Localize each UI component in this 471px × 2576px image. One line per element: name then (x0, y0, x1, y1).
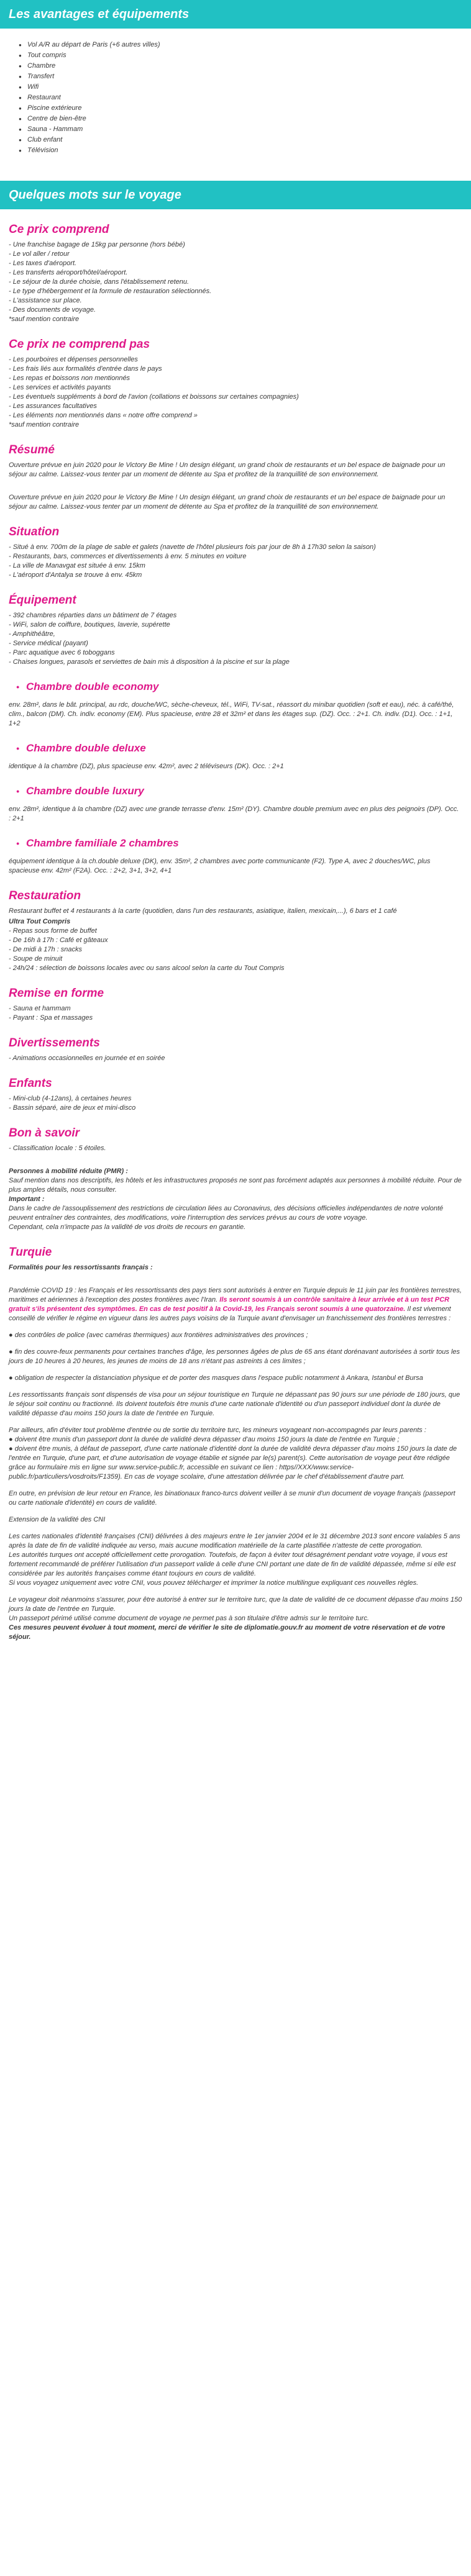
list-line: - Repas sous forme de buffet (9, 927, 97, 935)
advantage-item: ● Centre de bien-être (19, 114, 471, 124)
list-line: - Animations occasionnelles en journée et en soirée (9, 1054, 165, 1062)
cni-paragraph-1: Les cartes nationales d'identité françaises (CNI) délivrées à des majeurs entre le 1er janvier 2004 et le 31 décembre 2013 sont encore valables 5 ans après la date de fin de validité indiquée au verso, mais aucune modification matérielle de la carte plastifiée n'atteste de cette prorogation. (9, 1533, 460, 1549)
minors-bullet-2: ● doivent être munis, à défaut de passeport, d'une carte nationale d'identité dont la durée de validité devra dépasser d'au moins 150 jours la date de l'entrée en Turquie, d'une part, et d'une autorisation de voyage établie et signée par le(s) parent(s). Cette autorisation de voyage peut être rédigée grâce au formulaire mis en ligne sur www.service-public.fr, accessible en suivant ce lien : https//XXX/www.service-public.fr/particuliers/vosdroits/F1359). En cas de voyage scolaire, d'une attestation délivrée par le chef d'établissement d'autre part. (9, 1445, 457, 1481)
binational-paragraph: En outre, en prévision de leur retour en France, les binationaux franco-turcs doivent veiller à se munir d'un document de voyage français (passeport ou carte nationale d'identité) en cours de validité. (9, 1490, 455, 1507)
list-line: - Les repas et boissons non mentionnés (9, 374, 130, 382)
formalities-title: Formalités pour les ressortissants français : (9, 1264, 153, 1271)
room-luxury-heading: ● Chambre double luxury (9, 785, 462, 797)
important-title: Important : (9, 1195, 45, 1203)
children-list (9, 1094, 462, 1113)
covid-text-highlight: Ils seront soumis à un contrôle sanitaire à leur arrivée et à un test PCR gratuit s'ils présentent des symptômes. En cas de test positif à la Covid-19, les Français seront soumis à une quatorzaine. (9, 1296, 450, 1313)
list-line: - 392 chambres réparties dans un bâtiment de 7 étages (9, 612, 177, 619)
list-line: - Bassin séparé, aire de jeux et mini-disco (9, 1104, 136, 1112)
covid-text-a: Pandémie COVID 19 : les Français et les ressortissants des pays tiers sont autorisés à entrer en Turquie depuis le 11 juin par les frontières terrestres, maritimes et aériennes à l'exception des postes frontières avec l'Iran. (9, 1287, 462, 1304)
list-line: - Les pourboires et dépenses personnelles (9, 356, 138, 363)
room-deluxe-heading: ● Chambre double deluxe (9, 742, 462, 755)
advantages-banner (0, 0, 471, 29)
expired-passport-paragraph: Un passeport périmé utilisé comme document de voyage ne permet pas à son titulaire d'être admis sur le territoire turc. (9, 1615, 369, 1622)
room-family-heading: ● Chambre familiale 2 chambres (9, 837, 462, 850)
list-line: - De midi à 17h : snacks (9, 946, 82, 953)
list-line: - Service médical (payant) (9, 640, 88, 647)
trip-title: Quelques mots sur le voyage (9, 188, 181, 202)
advantage-item: ● Restaurant (19, 93, 471, 103)
equipment-list (9, 611, 462, 667)
advantages-title: Les avantages et équipements (9, 7, 190, 21)
list-line: - Des documents de voyage. (9, 306, 96, 314)
price-excludes-list (9, 355, 462, 430)
list-line: - Soupe de minuit (9, 955, 63, 963)
list-line: - Le séjour de la durée choisie, dans l'établissement retenu. (9, 278, 190, 286)
advantage-item: ● Piscine extérieure (19, 103, 471, 114)
list-line: - De 16h à 17h : Café et gâteaux (9, 937, 108, 944)
list-line: - Les éléments non mentionnés dans « notre offre comprend » (9, 412, 198, 419)
fitness-list (9, 1004, 462, 1023)
covid-bullet-2: ● fin des couvre-feux permanents pour certaines tranches d'âge, les personnes âgées de plus de 65 ans étant dorénavant autorisées à sortir tous les jours de 10 heures à 20 heures, les jeunes de moins de 18 ans n'étant pas astreints à ces limites ; (9, 1348, 460, 1365)
room-economy-text: env. 28m², dans le bât. principal, au rdc, douche/WC, sèche-cheveux, tél., WiFi, TV-sat., réassort du minibar quotidien (soft et eau), néc. à café/thé, clim., balcon (DM). Ch. indiv. economy (EM). Plus spacieuse, entre 28 et 32m² et dans les étages sup. (DZ). Occ. : 2+1. Ch. indiv. (D1). Occ. : 1+1, 1+2 (9, 701, 454, 727)
fitness-heading: Remise en forme (9, 987, 104, 1000)
advantage-item: ● Wifi (19, 82, 471, 93)
list-line: - Chaises longues, parasols et serviettes de bain mis à disposition à la piscine et sur la plage (9, 658, 290, 666)
advantages-list (0, 40, 471, 156)
classification-line: - Classification locale : 5 étoiles. (9, 1145, 106, 1152)
list-line: - Les éventuels suppléments à bord de l'avion (collations et boissons sur certaines compagnies) (9, 393, 299, 401)
list-line: - Les assurances facultatives (9, 402, 97, 410)
list-line: - Les frais liés aux formalités d'entrée dans le pays (9, 365, 162, 373)
list-line: - Une franchise bagage de 15kg par personne (hors bébé) (9, 241, 185, 248)
list-line: - WiFi, salon de coiffure, boutiques, laverie, supérette (9, 621, 170, 628)
location-heading: Situation (9, 525, 60, 538)
covid-text-b: Il est vivement conseillé de vérifier le régime en vigueur dans les autres pays voisins de la Turquie avant d'envisager un franchissement des frontières terrestres : (9, 1305, 451, 1322)
list-line: - Payant : Spa et massages (9, 1014, 93, 1022)
list-line: - 24h/24 : sélection de boissons locales avec ou sans alcool selon la carte du Tout Compris (9, 964, 285, 972)
price-includes-list (9, 240, 462, 324)
minors-bullet-1: ● doivent être munis d'un passeport dont la durée de validité devra dépasser d'au moins 150 jours la date de l'entrée en Turquie ; (9, 1436, 400, 1443)
cni-paragraph-3: Si vous voyagez uniquement avec votre CNI, vous pouvez télécharger et imprimer la notice multilingue expliquant ces nouvelles règles. (9, 1579, 419, 1587)
list-line: - Les services et activités payants (9, 384, 111, 391)
room-deluxe-text: identique à la chambre (DZ), plus spacieuse env. 42m², avec 2 téléviseurs (DK). Occ. : 2+1 (9, 763, 284, 770)
children-heading: Enfants (9, 1077, 52, 1090)
dining-intro: Restaurant buffet et 4 restaurants à la carte (quotidien, dans l'un des restaurants, asiatique, italien, mexicain,...), 6 bars et 1 café (9, 907, 397, 915)
summary-paragraph-2: Ouverture prévue en juin 2020 pour le Victory Be Mine ! Un design élégant, un grand choix de restaurants et un bel espace de baignade pour un séjour au calme. Laissez-vous tenter par un moment de détente au Spa et profitez de la tranquillité de son environnement. (9, 494, 446, 510)
room-economy-heading: ● Chambre double economy (9, 681, 462, 693)
list-line: - L'assistance sur place. (9, 297, 82, 304)
price-excludes-heading: Ce prix ne comprend pas (9, 338, 150, 351)
list-line: - La ville de Manavgat est située à env. 15km (9, 562, 145, 569)
list-line: - Sauna et hammam (9, 1005, 71, 1012)
room-luxury-text: env. 28m², identique à la chambre (DZ) avec une grande terrasse d'env. 15m² (DY). Chambre double premium avec en plus des peignoirs (DP). Occ. : 2+1 (9, 805, 459, 822)
entertainment-list (9, 1054, 462, 1063)
list-line: - Les transferts aéroport/hôtel/aéroport. (9, 269, 128, 276)
good-to-know-heading: Bon à savoir (9, 1127, 80, 1140)
dining-subtitle: Ultra Tout Compris (9, 918, 71, 925)
pmr-text: Sauf mention dans nos descriptifs, les hôtels et les infrastructures proposés ne sont pas forcément adaptés aux personnes à mobilité réduite. Pour de plus amples détails, nous consulter. (9, 1177, 462, 1194)
list-line: *sauf mention contraire (9, 315, 80, 323)
list-line: *sauf mention contraire (9, 421, 80, 429)
advantage-item: ● Tout compris (19, 50, 471, 61)
covid-bullet-3: ● obligation de respecter la distanciation physique et de porter des masques dans l'espace public notamment à Ankara, Istanbul et Bursa (9, 1374, 423, 1382)
dining-heading: Restauration (9, 889, 81, 902)
list-line: - Restaurants, bars, commerces et divertissements à env. 5 minutes en voiture (9, 553, 247, 560)
advantage-item: ● Sauna - Hammam (19, 124, 471, 135)
list-line: - Amphithéâtre, (9, 630, 55, 638)
cni-paragraph-2: Les autorités turques ont accepté officiellement cette prorogation. Toutefois, de façon à éviter tout désagrément pendant votre voyage, il vous est fortement recommandé de préférer l'utilisation d'un passeport valide à celle d'une CNI portant une date de fin de validité dépassée, même si elle est considérée par les autorités françaises comme étant toujours en cours de validité. (9, 1551, 456, 1577)
list-line: - Situé à env. 700m de la plage de sable et galets (navette de l'hôtel plusieurs fois par jour de 8h à 17h30 selon la saison) (9, 543, 376, 551)
covid-bullet-1: ● des contrôles de police (avec caméras thermiques) aux frontières administratives des provinces ; (9, 1331, 308, 1339)
final-notice: Ces mesures peuvent évoluer à tout moment, merci de vérifier le site de diplomatie.gouv.fr au moment de votre réservation et de votre séjour. (9, 1624, 446, 1641)
advantage-item: ● Chambre (19, 61, 471, 71)
list-line: - Parc aquatique avec 6 toboggans (9, 649, 115, 656)
cni-extension-title: Extension de la validité des CNI (9, 1516, 106, 1523)
dining-list (9, 927, 462, 973)
location-list (9, 543, 462, 580)
list-line: - Mini-club (4-12ans), à certaines heures (9, 1095, 132, 1102)
room-family-text: équipement identique à la ch.double deluxe (DK), env. 35m², 2 chambres avec porte communicante (F2). Type A, avec 2 douches/WC, plus spacieuse env. 42m² (F2A). Occ. : 2+2, 3+1, 3+2, 4+1 (9, 858, 431, 874)
summary-heading: Résumé (9, 443, 55, 456)
covid-paragraph (9, 1286, 462, 1323)
advantage-item: ● Transfert (19, 71, 471, 82)
trip-banner (0, 181, 471, 209)
entertainment-heading: Divertissements (9, 1036, 100, 1050)
list-line: - Le type d'hébergement et la formule de restauration sélectionnés. (9, 288, 212, 295)
turkey-heading: Turquie (9, 1246, 52, 1259)
visa-paragraph: Les ressortissants français sont dispensés de visa pour un séjour touristique en Turquie ne dépassant pas 90 jours sur une période de 180 jours, que le séjour soit continu ou fractionné. Ils doivent toutefois être munis d'une carte nationale d'identité ou d'un passeport individuel dont la durée de validité dépasse d'au moins 150 jours la date de l'entrée en Turquie. (9, 1391, 460, 1417)
equipment-heading: Équipement (9, 594, 76, 607)
list-line: - Les taxes d'aéroport. (9, 260, 77, 267)
summary-paragraph-1: Ouverture prévue en juin 2020 pour le Victory Be Mine ! Un design élégant, un grand choix de restaurants et un bel espace de baignade pour un séjour au calme. Laissez-vous tenter par un moment de détente au Spa et profitez de la tranquillité de son environnement. (9, 461, 446, 478)
list-line: - Le vol aller / retour (9, 250, 70, 258)
advantage-item: ● Vol A/R au départ de Paris (+6 autres villes) (19, 40, 471, 50)
content (0, 223, 471, 1642)
advantage-item: ● Club enfant (19, 135, 471, 145)
pmr-title: Personnes à mobilité réduite (PMR) : (9, 1168, 128, 1175)
advantage-item: ● Télévision (19, 145, 471, 156)
important-text: Dans le cadre de l'assouplissement des restrictions de circulation liées au Coronavirus, des décisions officielles indépendantes de notre volonté peuvent entraîner des contraintes, des modifications, voire l'interruption des services prévus au cours de votre voyage. (9, 1205, 444, 1222)
validity-paragraph: Le voyageur doit néanmoins s'assurer, pour être autorisé à entrer sur le territoire turc, que la date de validité de ce document dépasse d'au moins 150 jours la date de l'entrée en Turquie. (9, 1596, 462, 1613)
price-includes-heading: Ce prix comprend (9, 223, 109, 236)
important-text-2: Cependant, cela n'impacte pas la validité de vos droits de recours en garantie. (9, 1223, 246, 1231)
list-line: - L'aéroport d'Antalya se trouve à env. 45km (9, 571, 142, 579)
minors-paragraph: Par ailleurs, afin d'éviter tout problème d'entrée ou de sortie du territoire turc, les mineurs voyageant non-accompagnés par leurs parents : (9, 1426, 426, 1434)
